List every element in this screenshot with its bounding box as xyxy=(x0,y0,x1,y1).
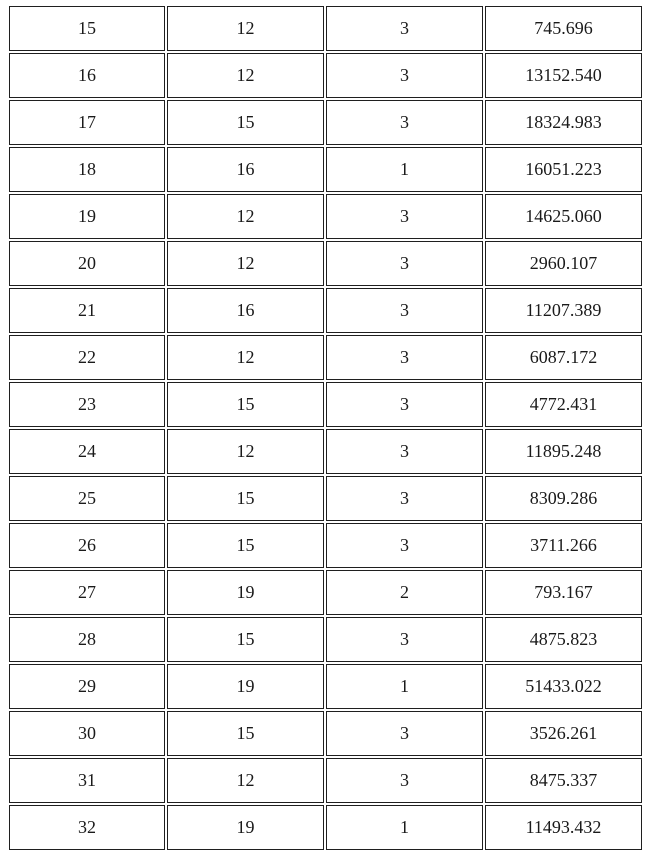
table-cell: 1 xyxy=(326,805,483,850)
table-row xyxy=(9,100,642,145)
table-cell: 12 xyxy=(167,335,324,380)
table-cell: 793.167 xyxy=(485,570,642,615)
table-cell: 2 xyxy=(326,570,483,615)
table-cell: 31 xyxy=(9,758,165,803)
table-cell: 29 xyxy=(9,664,165,709)
data-table-container xyxy=(7,4,644,852)
table-row xyxy=(9,664,642,709)
table-cell: 15 xyxy=(167,523,324,568)
table-cell: 16 xyxy=(167,147,324,192)
table-cell: 3 xyxy=(326,335,483,380)
table-cell: 3 xyxy=(326,100,483,145)
table-cell: 21 xyxy=(9,288,165,333)
table-cell: 22 xyxy=(9,335,165,380)
table-row xyxy=(9,429,642,474)
table-cell: 12 xyxy=(167,429,324,474)
table-cell: 3526.261 xyxy=(485,711,642,756)
table-cell: 3 xyxy=(326,382,483,427)
table-cell: 19 xyxy=(167,664,324,709)
table-cell: 3711.266 xyxy=(485,523,642,568)
table-row xyxy=(9,194,642,239)
table-cell: 4875.823 xyxy=(485,617,642,662)
table-row xyxy=(9,6,642,51)
table-cell: 3 xyxy=(326,617,483,662)
table-cell: 23 xyxy=(9,382,165,427)
table-cell: 15 xyxy=(167,617,324,662)
table-row xyxy=(9,617,642,662)
table-row xyxy=(9,241,642,286)
table-cell: 24 xyxy=(9,429,165,474)
table-cell: 15 xyxy=(167,476,324,521)
table-cell: 3 xyxy=(326,758,483,803)
table-cell: 12 xyxy=(167,53,324,98)
table-cell: 3 xyxy=(326,476,483,521)
table-cell: 30 xyxy=(9,711,165,756)
table-cell: 16 xyxy=(167,288,324,333)
table-row xyxy=(9,523,642,568)
table-row xyxy=(9,711,642,756)
table-cell: 11493.432 xyxy=(485,805,642,850)
table-cell: 12 xyxy=(167,241,324,286)
table-cell: 18 xyxy=(9,147,165,192)
table-body xyxy=(9,6,642,850)
table-cell: 19 xyxy=(167,570,324,615)
table-cell: 15 xyxy=(167,382,324,427)
table-cell: 17 xyxy=(9,100,165,145)
table-cell: 12 xyxy=(167,6,324,51)
table-cell: 3 xyxy=(326,523,483,568)
data-table xyxy=(7,4,644,852)
table-cell: 11207.389 xyxy=(485,288,642,333)
table-cell: 8309.286 xyxy=(485,476,642,521)
table-row xyxy=(9,570,642,615)
table-cell: 745.696 xyxy=(485,6,642,51)
table-cell: 51433.022 xyxy=(485,664,642,709)
table-cell: 12 xyxy=(167,758,324,803)
table-row xyxy=(9,382,642,427)
table-cell: 3 xyxy=(326,288,483,333)
table-cell: 15 xyxy=(167,711,324,756)
table-cell: 15 xyxy=(167,100,324,145)
table-cell: 32 xyxy=(9,805,165,850)
table-row xyxy=(9,476,642,521)
table-cell: 16 xyxy=(9,53,165,98)
table-cell: 26 xyxy=(9,523,165,568)
table-row xyxy=(9,335,642,380)
table-row xyxy=(9,147,642,192)
table-cell: 13152.540 xyxy=(485,53,642,98)
table-cell: 11895.248 xyxy=(485,429,642,474)
table-cell: 8475.337 xyxy=(485,758,642,803)
table-cell: 2960.107 xyxy=(485,241,642,286)
table-cell: 19 xyxy=(167,805,324,850)
table-cell: 27 xyxy=(9,570,165,615)
table-cell: 19 xyxy=(9,194,165,239)
table-row xyxy=(9,53,642,98)
table-cell: 3 xyxy=(326,241,483,286)
table-cell: 3 xyxy=(326,429,483,474)
table-cell: 16051.223 xyxy=(485,147,642,192)
table-cell: 3 xyxy=(326,194,483,239)
table-cell: 3 xyxy=(326,711,483,756)
table-row xyxy=(9,288,642,333)
table-cell: 4772.431 xyxy=(485,382,642,427)
table-cell: 12 xyxy=(167,194,324,239)
table-cell: 1 xyxy=(326,147,483,192)
table-cell: 3 xyxy=(326,53,483,98)
table-cell: 15 xyxy=(9,6,165,51)
table-cell: 1 xyxy=(326,664,483,709)
table-cell: 18324.983 xyxy=(485,100,642,145)
table-cell: 25 xyxy=(9,476,165,521)
table-cell: 28 xyxy=(9,617,165,662)
table-cell: 14625.060 xyxy=(485,194,642,239)
table-row xyxy=(9,805,642,850)
table-row xyxy=(9,758,642,803)
table-cell: 3 xyxy=(326,6,483,51)
table-cell: 6087.172 xyxy=(485,335,642,380)
table-cell: 20 xyxy=(9,241,165,286)
